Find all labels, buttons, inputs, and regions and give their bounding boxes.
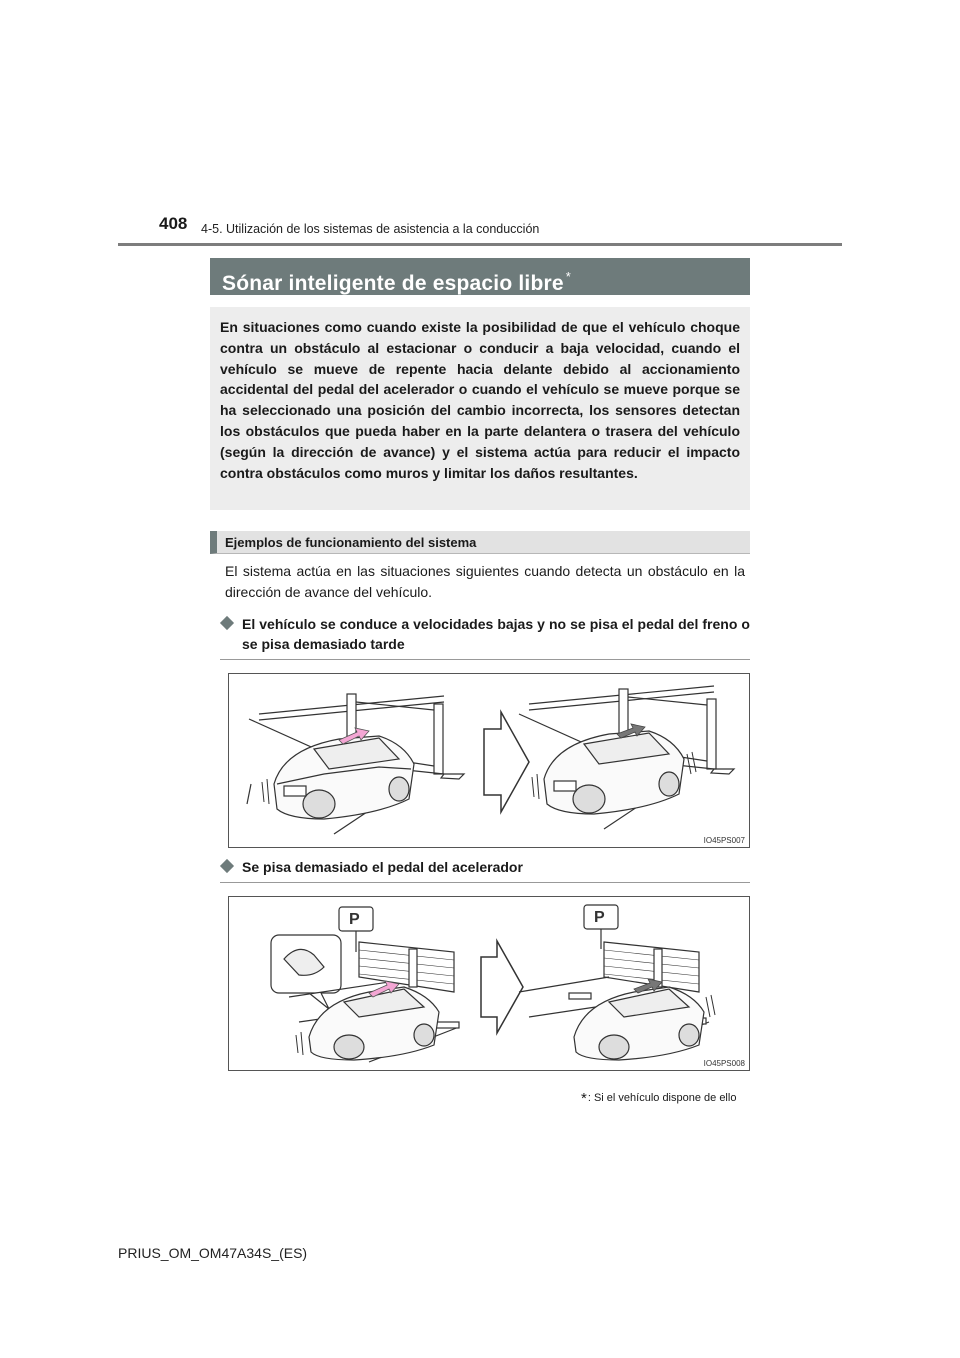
intro-summary-box (210, 307, 750, 510)
case-heading-low-speed (220, 614, 750, 660)
figure-accelerator-illustration (228, 896, 750, 1071)
case-heading-text: El vehículo se conduce a velocidades bajas y no se pisa el pedal del freno o se pisa demasiado tarde (242, 616, 750, 652)
asterisk-icon: * (565, 269, 571, 284)
case-heading-text: Se pisa demasiado el pedal del acelerador (242, 859, 523, 875)
footnote (581, 1090, 736, 1107)
diamond-bullet-icon (220, 616, 234, 630)
illustration-car-wall-low-speed (229, 674, 749, 847)
figure-low-speed-illustration (228, 673, 750, 848)
parking-sign-letter: P (594, 909, 605, 926)
page-title-text: Sónar inteligente de espacio libre (222, 272, 564, 295)
figure-code: IO45PS008 (703, 1059, 745, 1068)
diamond-bullet-icon (220, 859, 234, 873)
asterisk-icon: * (581, 1090, 587, 1107)
intro-paragraph: El sistema actúa en las situaciones siguientes cuando detecta un obstáculo en la dirección de avance del vehículo. (225, 563, 745, 600)
footnote-text: : Si el vehículo dispone de ello (587, 1092, 737, 1104)
page-title (210, 258, 750, 295)
intro-summary-text: En situaciones como cuando existe la posibilidad de que el vehículo choque contra un obstáculo al estacionar o conducir a baja velocidad, cuando el vehículo se mueve de repente hacia delante debido al accionamiento accidental del pedal del acelerador o cuando el vehículo se mueve porque se ha seleccionado una posición del cambio incorrecta, los sensores detectan los obstáculos que pueda haber en la parte delantera o trasera del vehículo (según la dirección de avance) y el sistema actúa para reducir el impacto contra obstáculos como muros y limitar los daños resultantes. (220, 319, 740, 481)
case-heading-accelerator (220, 857, 750, 883)
parking-sign-letter: P (349, 911, 360, 928)
illustration-car-parking-accelerator (229, 897, 749, 1070)
figure-code: IO45PS007 (703, 836, 745, 845)
document-code: PRIUS_OM_OM47A34S_(ES) (118, 1245, 308, 1261)
header-divider (118, 243, 842, 246)
subsection-heading: Ejemplos de funcionamiento del sistema (210, 531, 750, 554)
section-path: 4-5. Utilización de los sistemas de asistencia a la conducción (201, 222, 540, 236)
page-number: 408 (159, 214, 188, 233)
